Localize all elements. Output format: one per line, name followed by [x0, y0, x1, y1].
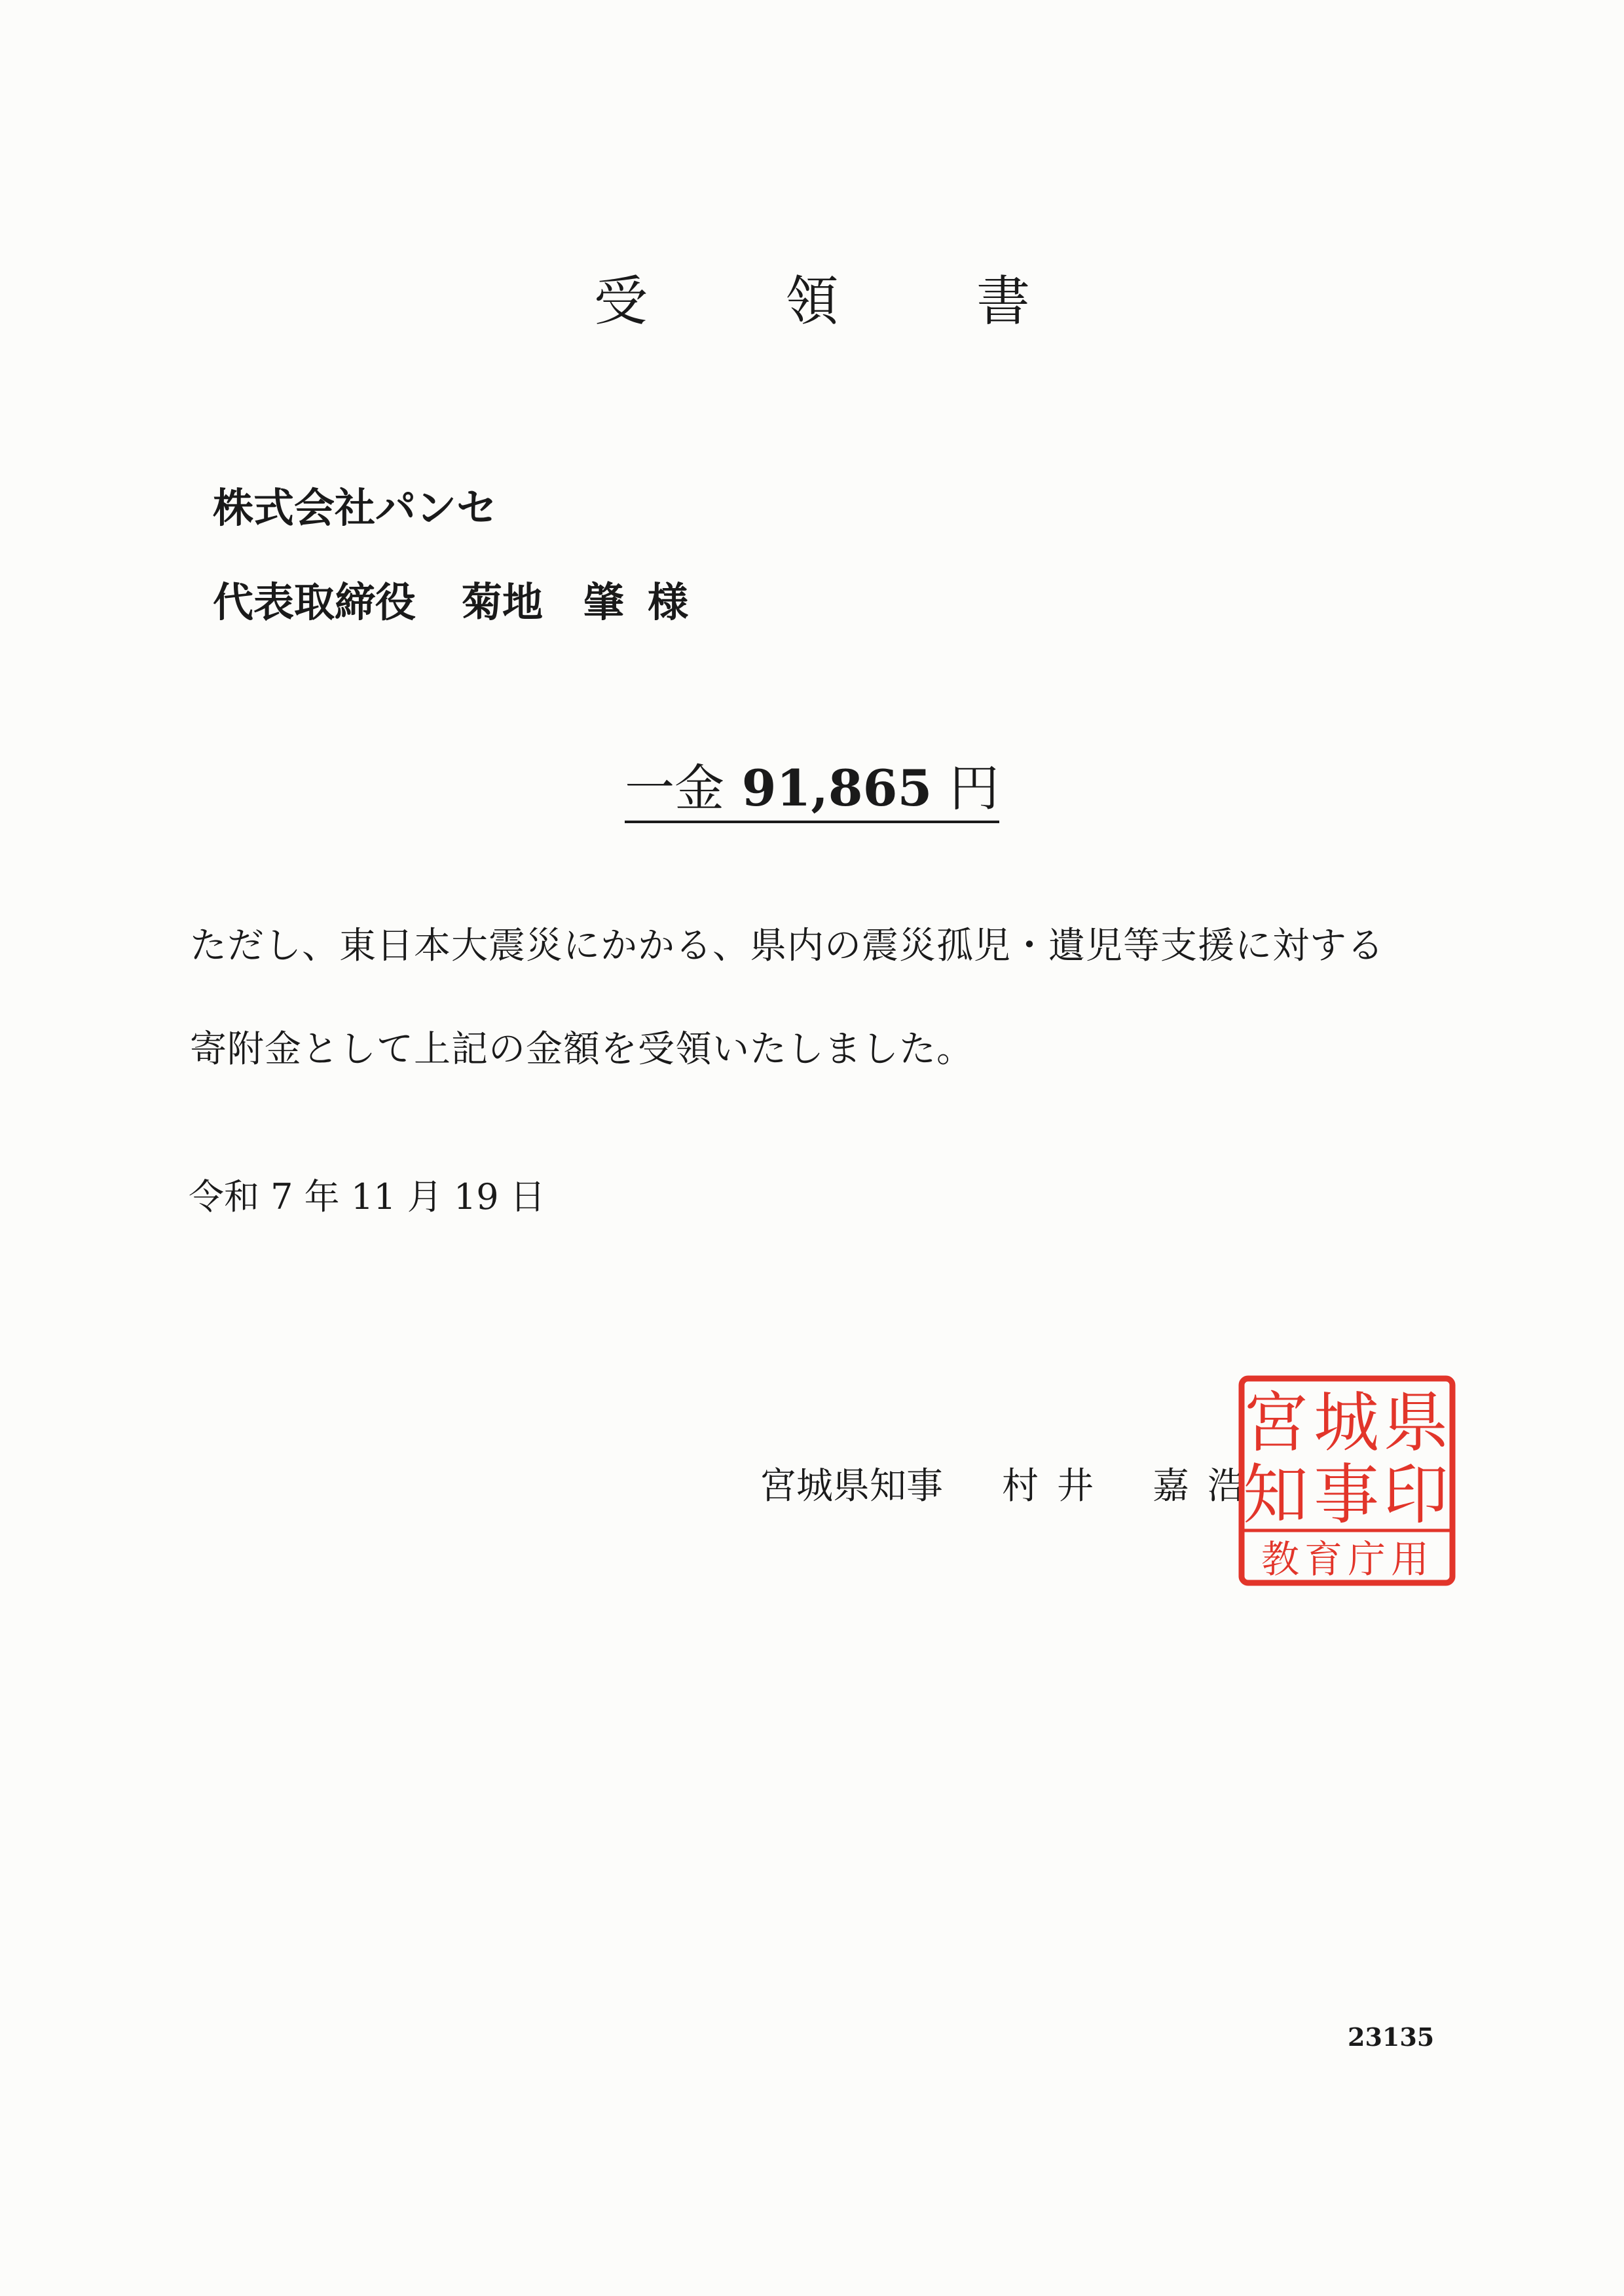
signer-surname-2: 井: [1057, 1465, 1094, 1508]
recipient-company: 株式会社パンセ: [213, 484, 498, 532]
signer-block: [760, 1457, 1244, 1509]
title-char-1: 受: [593, 270, 648, 333]
amount-prefix: 一金: [625, 759, 725, 817]
document-number: 23135: [1348, 2022, 1435, 2052]
representative-role: 代表取締役: [213, 578, 416, 626]
title-char-3: 書: [976, 270, 1031, 333]
signer-surname-1: 村: [1002, 1465, 1039, 1508]
body-text-line-2: 寄附金として上記の金額を受領いたしました。: [190, 1028, 974, 1071]
seal-char-3: 県: [1383, 1384, 1449, 1461]
seal-char-6: 印: [1383, 1456, 1449, 1533]
representative-given-name: 肇: [583, 578, 625, 626]
signer-given-1: 嘉: [1153, 1465, 1189, 1508]
seal-char-2: 城: [1314, 1384, 1379, 1461]
amount-suffix: 円: [949, 759, 999, 817]
seal-char-1: 宮: [1243, 1384, 1308, 1461]
seal-char-4: 知: [1243, 1456, 1308, 1533]
seal-subtext: 教育庁用: [1261, 1537, 1435, 1582]
honorific: 様: [648, 578, 689, 626]
official-seal: [1236, 1372, 1459, 1591]
seal-stamp: [1236, 1372, 1459, 1591]
amount-value: 91,865: [741, 759, 932, 817]
amount-underlined: [625, 760, 999, 823]
recipient-representative: [213, 570, 688, 628]
signer-office: 宮城県知事: [760, 1465, 943, 1508]
signer-given-2: 浩: [1208, 1465, 1244, 1508]
amount-line: [0, 760, 1624, 823]
issue-date: 令和 7 年 11 月 19 日: [189, 1176, 545, 1217]
document-title: [0, 259, 1624, 335]
representative-surname: 菊地: [462, 578, 544, 626]
title-char-2: 領: [784, 270, 839, 333]
body-text-line-1: ただし、東日本大震災にかかる、県内の震災孤児・遺児等支援に対する: [190, 925, 1384, 967]
seal-char-5: 事: [1314, 1456, 1379, 1533]
